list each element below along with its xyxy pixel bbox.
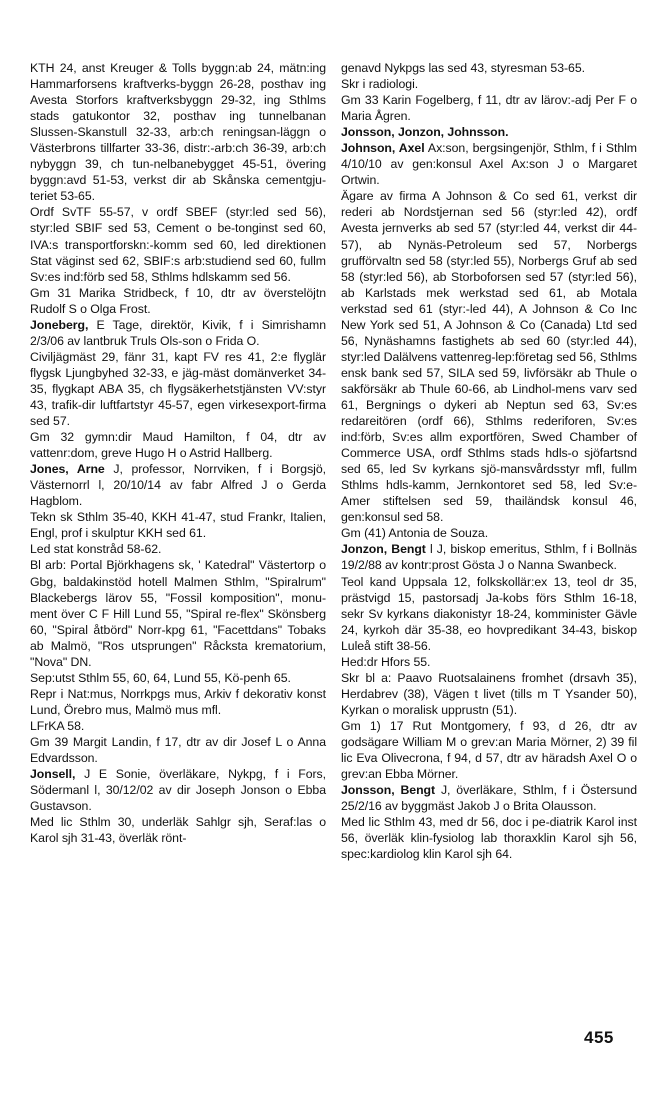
entry-paragraph [30, 317, 326, 349]
entry-paragraph [30, 204, 326, 284]
entry-paragraph [341, 814, 637, 862]
entry-text: Med lic Sthlm 43, med dr 56, doc i pe-diatrik Karol inst 56, överläk klin-fysiolog lab thoraxklin Karol sjh 56, spec:kardiolog klin Karol sjh 64. [341, 815, 637, 862]
entry-heading: Jonsell, [30, 767, 76, 782]
left-column [30, 60, 326, 846]
entry-text: J, överläkare, Sthlm, f i Östersund 25/2/16 av byggmäst Jakob J o Brita Olausson. [341, 783, 637, 814]
entry-text: Bl arb: Portal Björkhagens sk, ' Katedral" Västertorp o Gbg, baldakinstöd hotell Malmen Sthlm, "Spiralrum" Blackebergs lärov 55, "Fossil komposition", monu-ment över C F Hill Lund 55, "Spiral re-flex" Skönsberg 60, "Spiral åtbörd" Norr-kpg 61, "Facettdans" Tobaks ab Malmö, "Ros utsprungen" Råcksta krematorium, "Nova" DN. [30, 558, 326, 669]
entry-text: J E Sonie, överläkare, Nykpg, f i Fors, Södermanl l, 30/12/02 av dir Joseph Jonson o Ebba Gustavson. [30, 767, 326, 814]
entry-text: LFrKA 58. [30, 718, 85, 733]
entry-paragraph [30, 509, 326, 541]
entry-paragraph [341, 76, 637, 92]
entry-paragraph [30, 557, 326, 669]
entry-text: Gm 32 gymn:dir Maud Hamilton, f 04, dtr av vattenr:dom, greve Hugo H o Astrid Hallberg. [30, 430, 326, 461]
entry-paragraph [341, 670, 637, 718]
entry-paragraph [341, 188, 637, 525]
entry-heading: Jonzon, Bengt [341, 542, 426, 557]
entry-paragraph [30, 718, 326, 734]
entry-text: KTH 24, anst Kreuger & Tolls byggn:ab 24, mätn:ing Hammarforsens kraftverks-byggn 26-28, posthav ing Avesta Storfors kraftverksbyggn 29-32, ing Sthlms stads gatukontor 32, posthav ing tunnelbanan Slussen-Skanstull 32-33, arb:ch reningsan-läggn o Västerbrons tillfarter 33-36, distr:-arb:ch 36-39, arb:ch nybyggn 39, ch tun-nelbanebygget 45-51, övering byggn:avd 51-53, verkst dir ab Skånska cementgju-teriet 53-65. [30, 61, 326, 204]
entry-text: Civiljägmäst 29, fänr 31, kapt FV res 41, 2:e flyglär flygsk Ljungbyhed 32-33, e jäg-mäst domänverket 34-35, flygkapt ABA 35, ch flygsäkerhetstjänsten VV:styr 43, trafik-dir luftfartstyr 45-57, egen virkesexport-firma sed 57. [30, 349, 326, 429]
entry-paragraph [30, 814, 326, 846]
entry-paragraph [30, 349, 326, 429]
entry-heading: Jonsson, Bengt [341, 783, 436, 798]
entry-paragraph [341, 718, 637, 782]
entry-paragraph [30, 60, 326, 204]
entry-text: Ax:son, bergsingenjör, Sthlm, f i Sthlm 4/10/10 av gen:konsul Axel Ax:son J o Margaret Ortwin. [341, 141, 638, 188]
entry-text: Gm 31 Marika Stridbeck, f 10, dtr av överstelöjtn Rudolf S o Olga Frost. [30, 285, 326, 316]
entry-paragraph [30, 734, 326, 766]
entry-text: Tekn sk Sthlm 35-40, KKH 41-47, stud Frankr, Italien, Engl, prof i skulptur KKH sed 61. [30, 510, 326, 541]
entry-text: Skr bl a: Paavo Ruotsalainens fromhet (drsavh 35), Herdabrev (38), Vägen t livet (tills m T Ysander 50), Kyrkan o moralisk upprustn (51). [341, 670, 637, 717]
entry-text: Led stat konstråd 58-62. [30, 542, 162, 557]
entry-paragraph [341, 92, 637, 124]
entry-heading: Jones, Arne [30, 462, 105, 477]
entry-paragraph [341, 782, 637, 814]
entry-text: Hed:dr Hfors 55. [341, 654, 431, 669]
entry-paragraph [30, 285, 326, 317]
entry-text: Skr i radiologi. [341, 77, 419, 92]
entry-paragraph [341, 60, 637, 76]
entry-text: Sep:utst Sthlm 55, 60, 64, Lund 55, Kö-penh 65. [30, 670, 291, 685]
entry-heading: Jonsson, Jonzon, Johnsson. [341, 125, 509, 140]
entry-text: J, professor, Norrviken, f i Borgsjö, Västernorrl l, 20/10/14 av fabr Alfred J o Gerda Hagblom. [30, 462, 327, 509]
entry-paragraph [341, 140, 637, 188]
entry-text: Med lic Sthlm 30, underläk Sahlgr sjh, Seraf:las o Karol sjh 31-43, överläk rönt- [30, 815, 326, 846]
entry-heading: Johnson, Axel [341, 141, 425, 156]
entry-text: Ägare av firma A Johnson & Co sed 61, verkst dir rederi ab Nordstjernan sed 56 (styr:led 42), ordf Avesta jernverks ab sed 57 (styr:led 44, verkst dir 44-57), ab Nynäs-Petroleum sed 57, Norbergs grufförvaltn sed 58 (styr:led 55), Norbergs Gruf ab sed 58 (styr:led 56), ab Storboforsen sed 57 (styr:led 56), ab Karlstads mek werkstad sed 61, ab Motala verkstad sed 61 (styr:-led 44), A Johnson & Co Inc New York sed 51, A Johnson & Co (Canada) Ltd sed 56, Nynäshamns fastighets ab sed 60 (styr:led 44), styr:led Dalälvens vattenreg-lер:företag sed 56, Sthlms ensk bank sed 57, SILA sed 59, livförsäkr ab Thule o sakförsäkr ab Thule 60-66, ab Lindhol-mens varv sed 61, Bergnings o dykeri ab Neptun sed 63, Sv:es redareitören (ordf 66), Sthlms rederiforen, Sv:es ind:förb, Sv:es allm exportfören, Swed Chamber of Commerce USA, ordf Sthlms stads hdls-o sjöfartsnd sed 65, led Sv kyrkans sjö-mansvårdsstyr mfl, fullm Sthlms hdls-kamm, Jernkontoret sed 58, led Sv:e-Amer stiftelsen sed 59, thailändsk konsul 46, gen:konsul sed 58. [341, 189, 637, 525]
entry-text: l J, biskop emeritus, Sthlm, f i Bollnäs 19/2/88 av kontr:prost Gösta J o Nanna Swanbeck. [341, 542, 637, 573]
entry-paragraph [30, 429, 326, 461]
entry-text: Gm (41) Antonia de Souza. [341, 526, 489, 541]
entry-text: Ordf SvTF 55-57, v ordf SBEF (styr:led sed 56), styr:led SBIF sed 53, Cement o be-tonginst sed 60, IVA:s transportforskn:-komm sed 60, led direktionen Stat väginst sed 62, SBIF:s arb:studiend sed 60, fullm Sv:es ind:förb sed 58, Sthlms hdlskamm sed 56. [30, 205, 326, 284]
entry-heading: Joneberg, [30, 317, 89, 332]
entry-paragraph [341, 525, 637, 541]
entry-text: genavd Nykpgs las sed 43, styresman 53-65. [341, 61, 585, 75]
right-column [341, 60, 637, 862]
entry-text: Repr i Nat:mus, Norrkpgs mus, Arkiv f dekorativ konst Lund, Örebro mus, Malmö mus mfl. [30, 686, 326, 717]
page-number: 455 [584, 1028, 614, 1047]
entry-paragraph [30, 541, 326, 557]
entry-paragraph [30, 766, 326, 814]
entry-text: Gm 1) 17 Rut Montgomery, f 93, d 26, dtr av godsägare William M o grev:an Maria Mörner, 2) 39 fil lic Eva Olivecrona, f 94, d 57, dtr av häradsh Axel O o grev:an Ebba Mörner. [341, 718, 637, 782]
entry-paragraph [341, 124, 637, 140]
entry-text: Teol kand Uppsala 12, folkskollär:ex 13, teol dr 35, prästvigd 15, pastorsadj Ja-kobs förs Sthlm 16-18, sekr Sv kyrkans diakonistyr 18-24, komminister Gävle 24, kyrkoh där 35-38, eo hovpredikant 34-43, biskop Luleå stift 38-56. [341, 574, 637, 653]
entry-paragraph [341, 654, 637, 670]
entry-paragraph [341, 541, 637, 573]
entry-paragraph [30, 670, 326, 686]
entry-text: E Tage, direktör, Kivik, f i Simrishamn 2/3/06 av lantbruk Truls Ols-son o Frida O. [30, 317, 326, 348]
entry-text: Gm 33 Karin Fogelberg, f 11, dtr av lärov:-adj Per F o Maria Ågren. [341, 93, 637, 124]
entry-paragraph [341, 574, 637, 654]
entry-text: Gm 39 Margit Landin, f 17, dtr av dir Josef L o Anna Edvardsson. [30, 734, 326, 766]
entry-paragraph [30, 461, 326, 509]
entry-paragraph [30, 686, 326, 718]
